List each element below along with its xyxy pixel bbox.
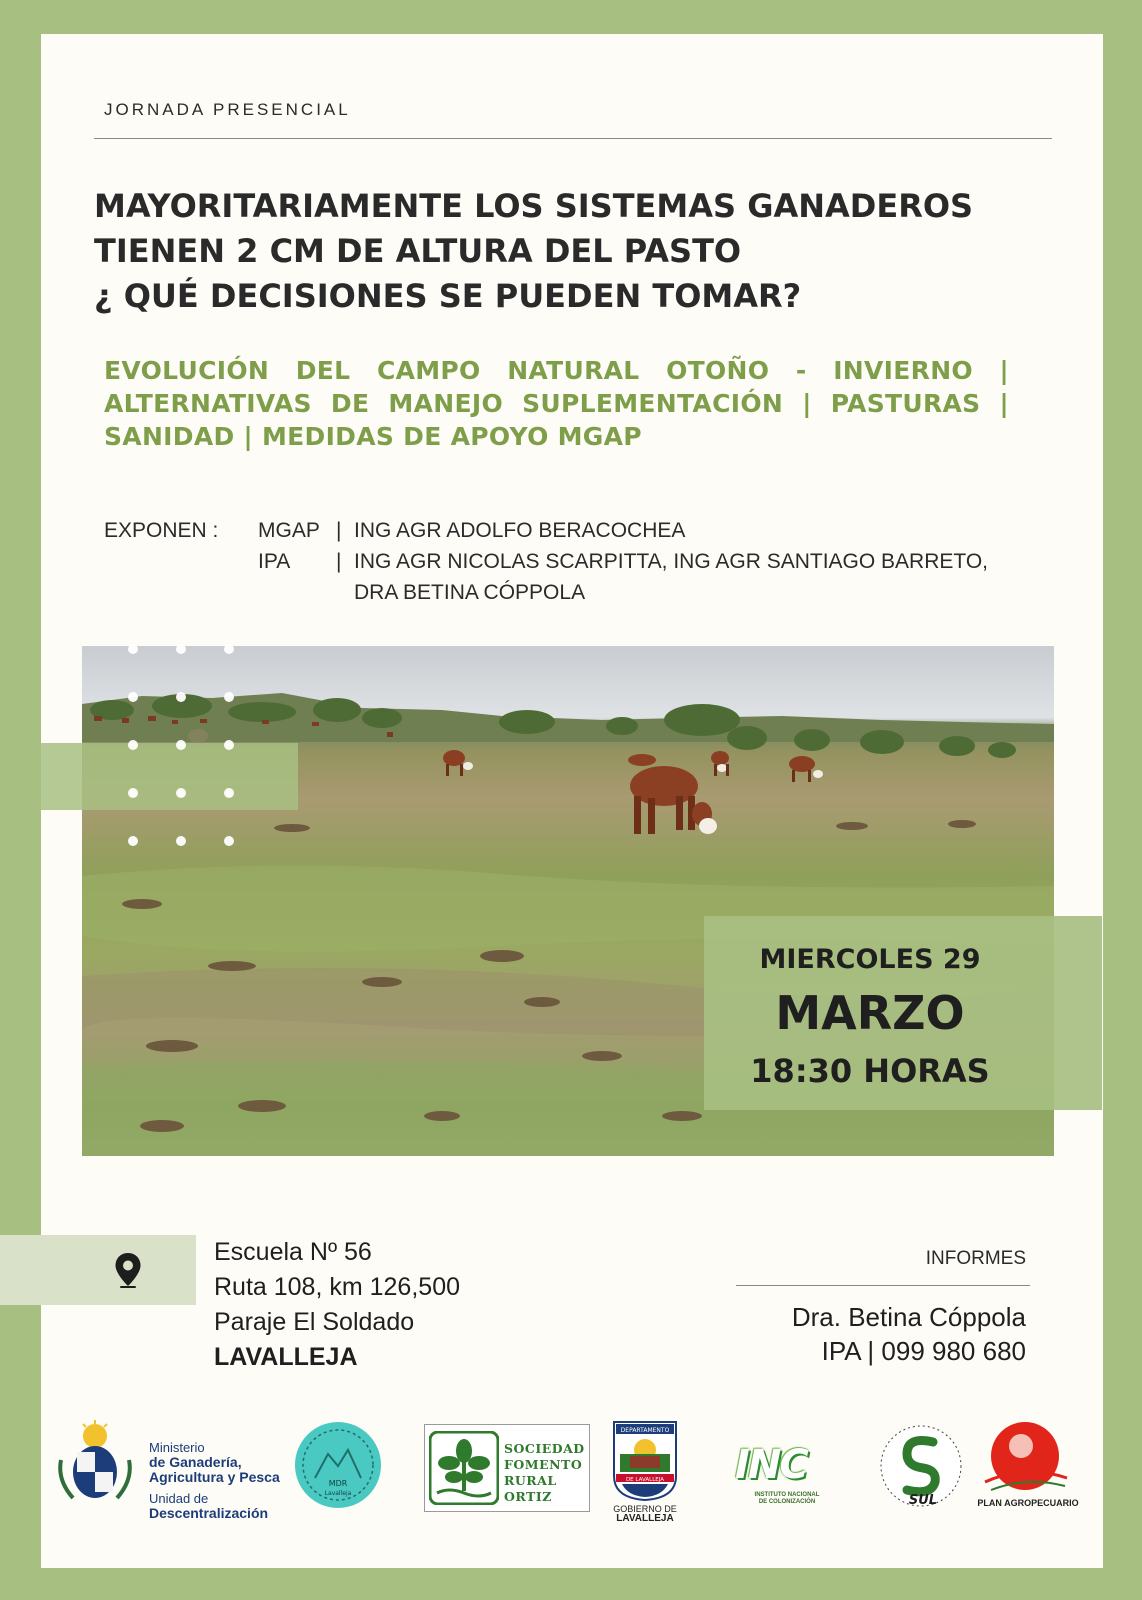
decorative-dot-grid: [128, 644, 248, 844]
headline-line-2: TIENEN 2 CM DE ALTURA DEL PASTO: [94, 232, 742, 270]
speaker-org: IPA: [258, 550, 291, 573]
sfro-line: ORTIZ: [504, 1489, 552, 1504]
speakers-label: EXPONEN :: [104, 519, 219, 542]
plan-agropecuario-caption: PLAN AGROPECUARIO: [977, 1498, 1079, 1508]
sponsor-logos: [41, 1420, 1103, 1560]
header-divider: [94, 138, 1052, 139]
mgap-line: Unidad de: [149, 1491, 209, 1506]
uruguay-coat-of-arms-icon: [55, 1420, 135, 1510]
headline-line-3: ¿ QUÉ DECISIONES SE PUEDEN TOMAR?: [94, 277, 802, 315]
mdr-subtext: Lavalleja: [324, 1490, 352, 1497]
speaker-separator: |: [336, 550, 342, 573]
mgap-line: Descentralización: [149, 1505, 269, 1521]
speaker-names: ING AGR NICOLAS SCARPITTA, ING AGR SANTIAGO BARRETO,: [354, 550, 989, 573]
speaker-names: ING AGR ADOLFO BERACOCHEA: [354, 519, 686, 542]
mgap-logo: [55, 1420, 295, 1520]
sfro-line: SOCIEDAD: [504, 1441, 585, 1456]
sfro-line: RURAL: [504, 1473, 557, 1488]
lavalleja-band-text: DE LAVALLEJA: [625, 1477, 665, 1483]
inc-logo: [731, 1442, 843, 1512]
plan-agropecuario-sun-icon: [981, 1420, 1071, 1498]
sfro-logo: [424, 1424, 590, 1512]
lavalleja-caption: [605, 1504, 685, 1524]
mdr-circle-icon: [293, 1420, 383, 1510]
sfro-line: FOMENTO: [504, 1457, 583, 1472]
lavalleja-caption-line: LAVALLEJA: [616, 1513, 674, 1524]
sfro-wordmark: [504, 1441, 585, 1505]
venue-address: [214, 1235, 460, 1375]
mdr-lavalleja-logo: [293, 1420, 383, 1510]
sul-seal-icon: [877, 1420, 965, 1516]
sul-logo: [877, 1420, 965, 1516]
mdr-text: MDR: [328, 1479, 348, 1488]
sul-wordmark: SUL: [908, 1493, 938, 1508]
contact-name: Dra. Betina Cóppola: [791, 1302, 1026, 1332]
contact-block: [700, 1300, 1026, 1368]
speaker-org: MGAP: [258, 519, 320, 542]
mgap-line: Ministerio: [149, 1440, 205, 1455]
topics-list: EVOLUCIÓN DEL CAMPO NATURAL OTOÑO - INVIERNO | ALTERNATIVAS DE MANEJO SUPLEMENTACIÓN | PASTURAS | SANIDAD | MEDIDAS DE APOYO MGAP: [104, 356, 1009, 451]
inc-wordmark: INC: [735, 1442, 807, 1488]
inc-subtitle-line: DE COLONIZACIÓN: [758, 1499, 816, 1505]
mgap-line: de Ganadería,: [149, 1454, 242, 1470]
location-band: [0, 1235, 196, 1305]
venue-road: Ruta 108, km 126,500: [214, 1273, 460, 1301]
venue-locality: Paraje El Soldado: [214, 1308, 415, 1336]
informes-divider: [736, 1285, 1030, 1286]
headline-line-1: MAYORITARIAMENTE LOS SISTEMAS GANADEROS: [94, 187, 974, 225]
mgap-wordmark: [149, 1440, 280, 1521]
gobierno-lavalleja-logo: [605, 1420, 685, 1530]
speaker-separator: |: [336, 519, 342, 542]
headline: [94, 184, 1084, 319]
speaker-names: DRA BETINA CÓPPOLA: [354, 581, 586, 604]
contact-phone: IPA | 099 980 680: [821, 1336, 1026, 1366]
event-date-box: [704, 916, 1102, 1110]
informes-label: INFORMES: [925, 1248, 1026, 1269]
venue-department: LAVALLEJA: [214, 1343, 358, 1371]
venue-name: Escuela Nº 56: [214, 1238, 372, 1266]
lavalleja-caption-line: GOBIERNO DE: [613, 1504, 677, 1514]
plan-agropecuario-logo: [973, 1420, 1083, 1520]
event-month: MARZO: [775, 986, 965, 1040]
event-day: MIERCOLES 29: [759, 944, 981, 975]
mgap-line: Agricultura y Pesca: [149, 1469, 280, 1485]
lavalleja-top-text: DEPARTAMENTO: [620, 1427, 670, 1434]
map-pin-icon: [114, 1252, 142, 1288]
lavalleja-shield-icon: [612, 1420, 678, 1502]
inc-subtitle-line: INSTITUTO NACIONAL: [754, 1492, 820, 1498]
inc-subtitle: [731, 1492, 843, 1506]
event-type-label: JORNADA PRESENCIAL: [104, 100, 351, 119]
sfro-plant-icon: [429, 1431, 499, 1505]
event-time: 18:30 HORAS: [750, 1052, 990, 1090]
